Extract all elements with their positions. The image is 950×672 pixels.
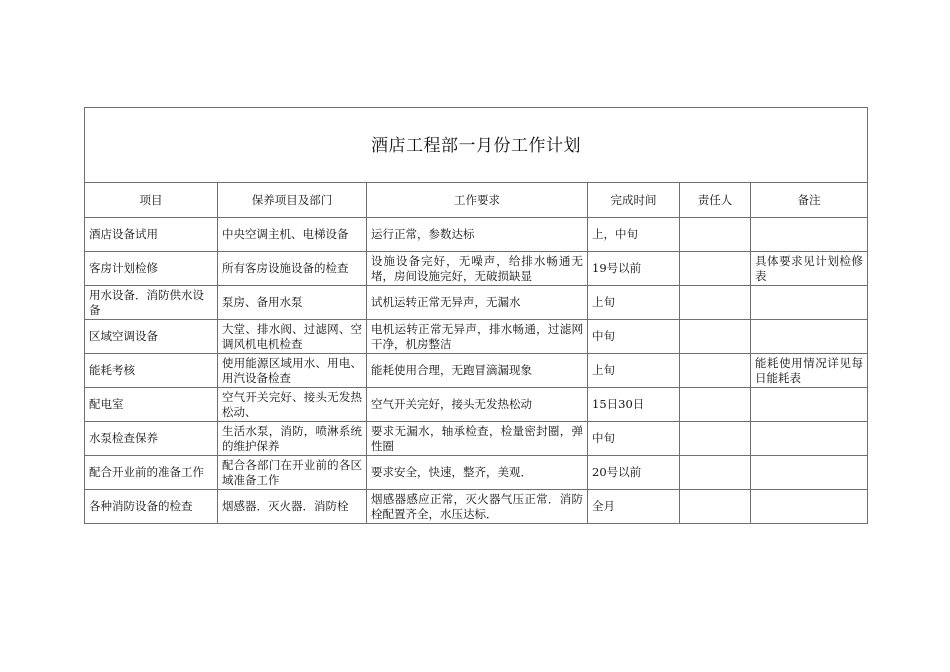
header-time: 完成时间 — [588, 183, 680, 218]
header-requirement: 工作要求 — [367, 183, 588, 218]
table-row — [85, 252, 868, 286]
cell-remark — [751, 490, 868, 524]
work-plan-table — [84, 107, 868, 524]
cell-remark — [751, 456, 868, 490]
cell-item: 区域空调设备 — [85, 320, 218, 354]
cell-owner — [680, 252, 751, 286]
header-scope: 保养项目及部门 — [218, 183, 367, 218]
table-row — [85, 456, 868, 490]
cell-requirement: 要求安全，快速，整齐，美观． — [367, 456, 588, 490]
cell-requirement: 设施设备完好，无噪声，给排水畅通无堵，房间设施完好，无破损缺显 — [367, 252, 588, 286]
table-row — [85, 286, 868, 320]
cell-remark — [751, 218, 868, 252]
cell-item: 配电室 — [85, 388, 218, 422]
cell-item: 酒店设备试用 — [85, 218, 218, 252]
table-row — [85, 388, 868, 422]
cell-scope: 使用能源区域用水、用电、用汽设备检查 — [218, 354, 367, 388]
cell-requirement: 运行正常，参数达标 — [367, 218, 588, 252]
cell-time: 20号以前 — [588, 456, 680, 490]
cell-owner — [680, 388, 751, 422]
cell-scope: 空气开关完好、接头无发热松动、 — [218, 388, 367, 422]
cell-requirement: 烟感器感应正常，灭火器气压正常．消防栓配置齐全，水压达标． — [367, 490, 588, 524]
cell-owner — [680, 422, 751, 456]
cell-item: 能耗考核 — [85, 354, 218, 388]
cell-requirement: 空气开关完好，接头无发热松动 — [367, 388, 588, 422]
cell-time: 中旬 — [588, 422, 680, 456]
cell-item: 配合开业前的准备工作 — [85, 456, 218, 490]
header-remark: 备注 — [751, 183, 868, 218]
cell-item: 各种消防设备的检查 — [85, 490, 218, 524]
cell-owner — [680, 456, 751, 490]
cell-owner — [680, 286, 751, 320]
header-item: 项目 — [85, 183, 218, 218]
table-row — [85, 320, 868, 354]
cell-time: 上，中旬 — [588, 218, 680, 252]
cell-requirement: 能耗使用合理，无跑冒滴漏现象 — [367, 354, 588, 388]
cell-time: 15日30日 — [588, 388, 680, 422]
cell-item: 客房计划检修 — [85, 252, 218, 286]
header-owner: 责任人 — [680, 183, 751, 218]
cell-owner — [680, 218, 751, 252]
cell-scope: 烟感器．灭火器．消防栓 — [218, 490, 367, 524]
cell-owner — [680, 320, 751, 354]
page-title: 酒店工程部一月份工作计划 — [85, 108, 868, 183]
cell-time: 上旬 — [588, 354, 680, 388]
cell-time: 上旬 — [588, 286, 680, 320]
cell-time: 全月 — [588, 490, 680, 524]
cell-time: 19号以前 — [588, 252, 680, 286]
cell-requirement: 要求无漏水，轴承检查，检量密封圈，弹性圈 — [367, 422, 588, 456]
cell-remark — [751, 388, 868, 422]
cell-remark — [751, 286, 868, 320]
cell-requirement: 电机运转正常无异声，排水畅通，过滤网干净，机房整洁 — [367, 320, 588, 354]
cell-scope: 泵房、备用水泵 — [218, 286, 367, 320]
cell-item: 水泵检查保养 — [85, 422, 218, 456]
cell-remark: 能耗使用情况详见每日能耗表 — [751, 354, 868, 388]
cell-owner — [680, 490, 751, 524]
cell-requirement: 试机运转正常无异声，无漏水 — [367, 286, 588, 320]
cell-remark: 具体要求见计划检修表 — [751, 252, 868, 286]
cell-scope: 大堂、排水阀、过滤网、空调风机电机检查 — [218, 320, 367, 354]
table-row — [85, 422, 868, 456]
cell-time: 中旬 — [588, 320, 680, 354]
table-row — [85, 490, 868, 524]
cell-remark — [751, 320, 868, 354]
cell-item: 用水设备．消防供水设备 — [85, 286, 218, 320]
cell-scope: 生活水泵，消防，喷淋系统的维护保养 — [218, 422, 367, 456]
table-row — [85, 218, 868, 252]
table-header-row — [85, 183, 868, 218]
cell-scope: 所有客房设施设备的检查 — [218, 252, 367, 286]
table-row — [85, 354, 868, 388]
cell-scope: 中央空调主机、电梯设备 — [218, 218, 367, 252]
cell-remark — [751, 422, 868, 456]
cell-owner — [680, 354, 751, 388]
cell-scope: 配合各部门在开业前的各区域准备工作 — [218, 456, 367, 490]
